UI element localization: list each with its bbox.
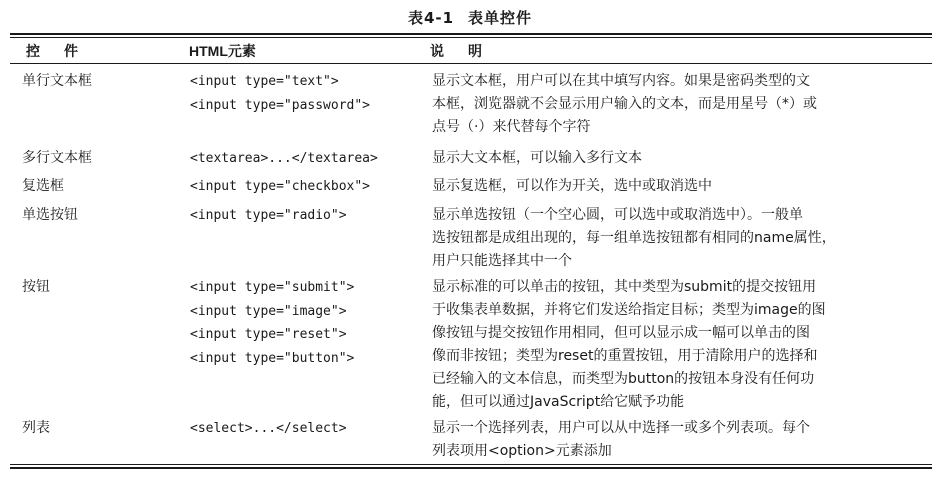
- html-element: [190, 147, 378, 171]
- bottom-rule: [10, 464, 932, 465]
- control-name: 单选按钮: [22, 207, 78, 223]
- element-code: <input type="button">: [190, 350, 355, 366]
- element-code: <select>...</select>: [190, 421, 347, 436]
- html-element: [190, 417, 347, 441]
- description-line: 像按钮与提交按钮作用相同，但可以显示成一幅可以单击的图: [432, 325, 810, 341]
- description-line: 本框，浏览器就不会显示用户输入的文本，而是用星号（*）或: [432, 96, 817, 112]
- html-element: [190, 70, 370, 117]
- top-rule-thin: [10, 37, 932, 38]
- description-line: 能，但可以通过JavaScript给它赋予功能: [432, 394, 685, 410]
- control-name: 列表: [22, 420, 50, 436]
- description-line: 显示大文本框，可以输入多行文本: [432, 150, 642, 166]
- description-line: 用户只能选择其中一个: [432, 253, 572, 269]
- html-element: [190, 175, 370, 199]
- element-code: <input type="checkbox">: [190, 179, 371, 194]
- description-line: 列表项用<option>元素添加: [432, 443, 612, 459]
- element-code: <input type="password">: [190, 97, 371, 113]
- html-element: [190, 204, 347, 228]
- description: [432, 70, 916, 139]
- header-rule: [10, 63, 932, 64]
- description: [432, 147, 916, 170]
- header-control: 控件: [26, 44, 102, 60]
- element-code: <input type="submit">: [190, 280, 355, 295]
- control-name: 复选框: [22, 178, 64, 194]
- html-element: [190, 276, 354, 370]
- control-name: 按钮: [22, 279, 50, 295]
- description-line: 显示文本框，用户可以在其中填写内容。如果是密码类型的文: [432, 73, 810, 89]
- header-element: HTML元素: [189, 43, 256, 59]
- description: [432, 175, 916, 198]
- control-name: 单行文本框: [22, 73, 92, 89]
- description: [432, 417, 916, 463]
- table-caption: [0, 7, 940, 28]
- control-name: 多行文本框: [22, 150, 92, 166]
- description-line: 显示复选框，可以作为开关，选中或取消选中: [432, 178, 712, 194]
- description-line: 像而非按钮；类型为reset的重置按钮，用于清除用户的选择和: [432, 348, 818, 364]
- element-code: <input type="radio">: [190, 208, 347, 223]
- description-line: 于收集表单数据，并将它们发送给指定目标；类型为image的图: [432, 302, 826, 318]
- table-number: 表4-1: [407, 9, 455, 27]
- description: [432, 276, 916, 414]
- bottom-rule-thick: [10, 467, 932, 469]
- description-line: 显示单选按钮（一个空心圆，可以选中或取消选中）。一般单: [432, 207, 803, 223]
- element-code: <input type="image">: [190, 303, 347, 319]
- description-line: 显示一个选择列表，用户可以从中选择一或多个列表项。每个: [432, 420, 810, 436]
- description-line: 点号（·）来代替每个字符: [432, 119, 591, 135]
- element-code: <input type="text">: [190, 74, 339, 89]
- description: [432, 204, 916, 273]
- element-code: <input type="reset">: [190, 327, 347, 342]
- top-rule: [10, 33, 932, 35]
- header-description: 说明: [430, 44, 506, 60]
- description-line: 显示标准的可以单击的按钮，其中类型为submit的提交按钮用: [432, 279, 817, 295]
- description-line: 选按钮都是成组出现的，每一组单选按钮都有相同的name属性，: [432, 230, 836, 246]
- table-title: 表单控件: [468, 9, 533, 27]
- element-code: <textarea>...</textarea>: [190, 151, 378, 166]
- description-line: 已经输入的文本信息，而类型为button的按钮本身没有任何功: [432, 371, 815, 387]
